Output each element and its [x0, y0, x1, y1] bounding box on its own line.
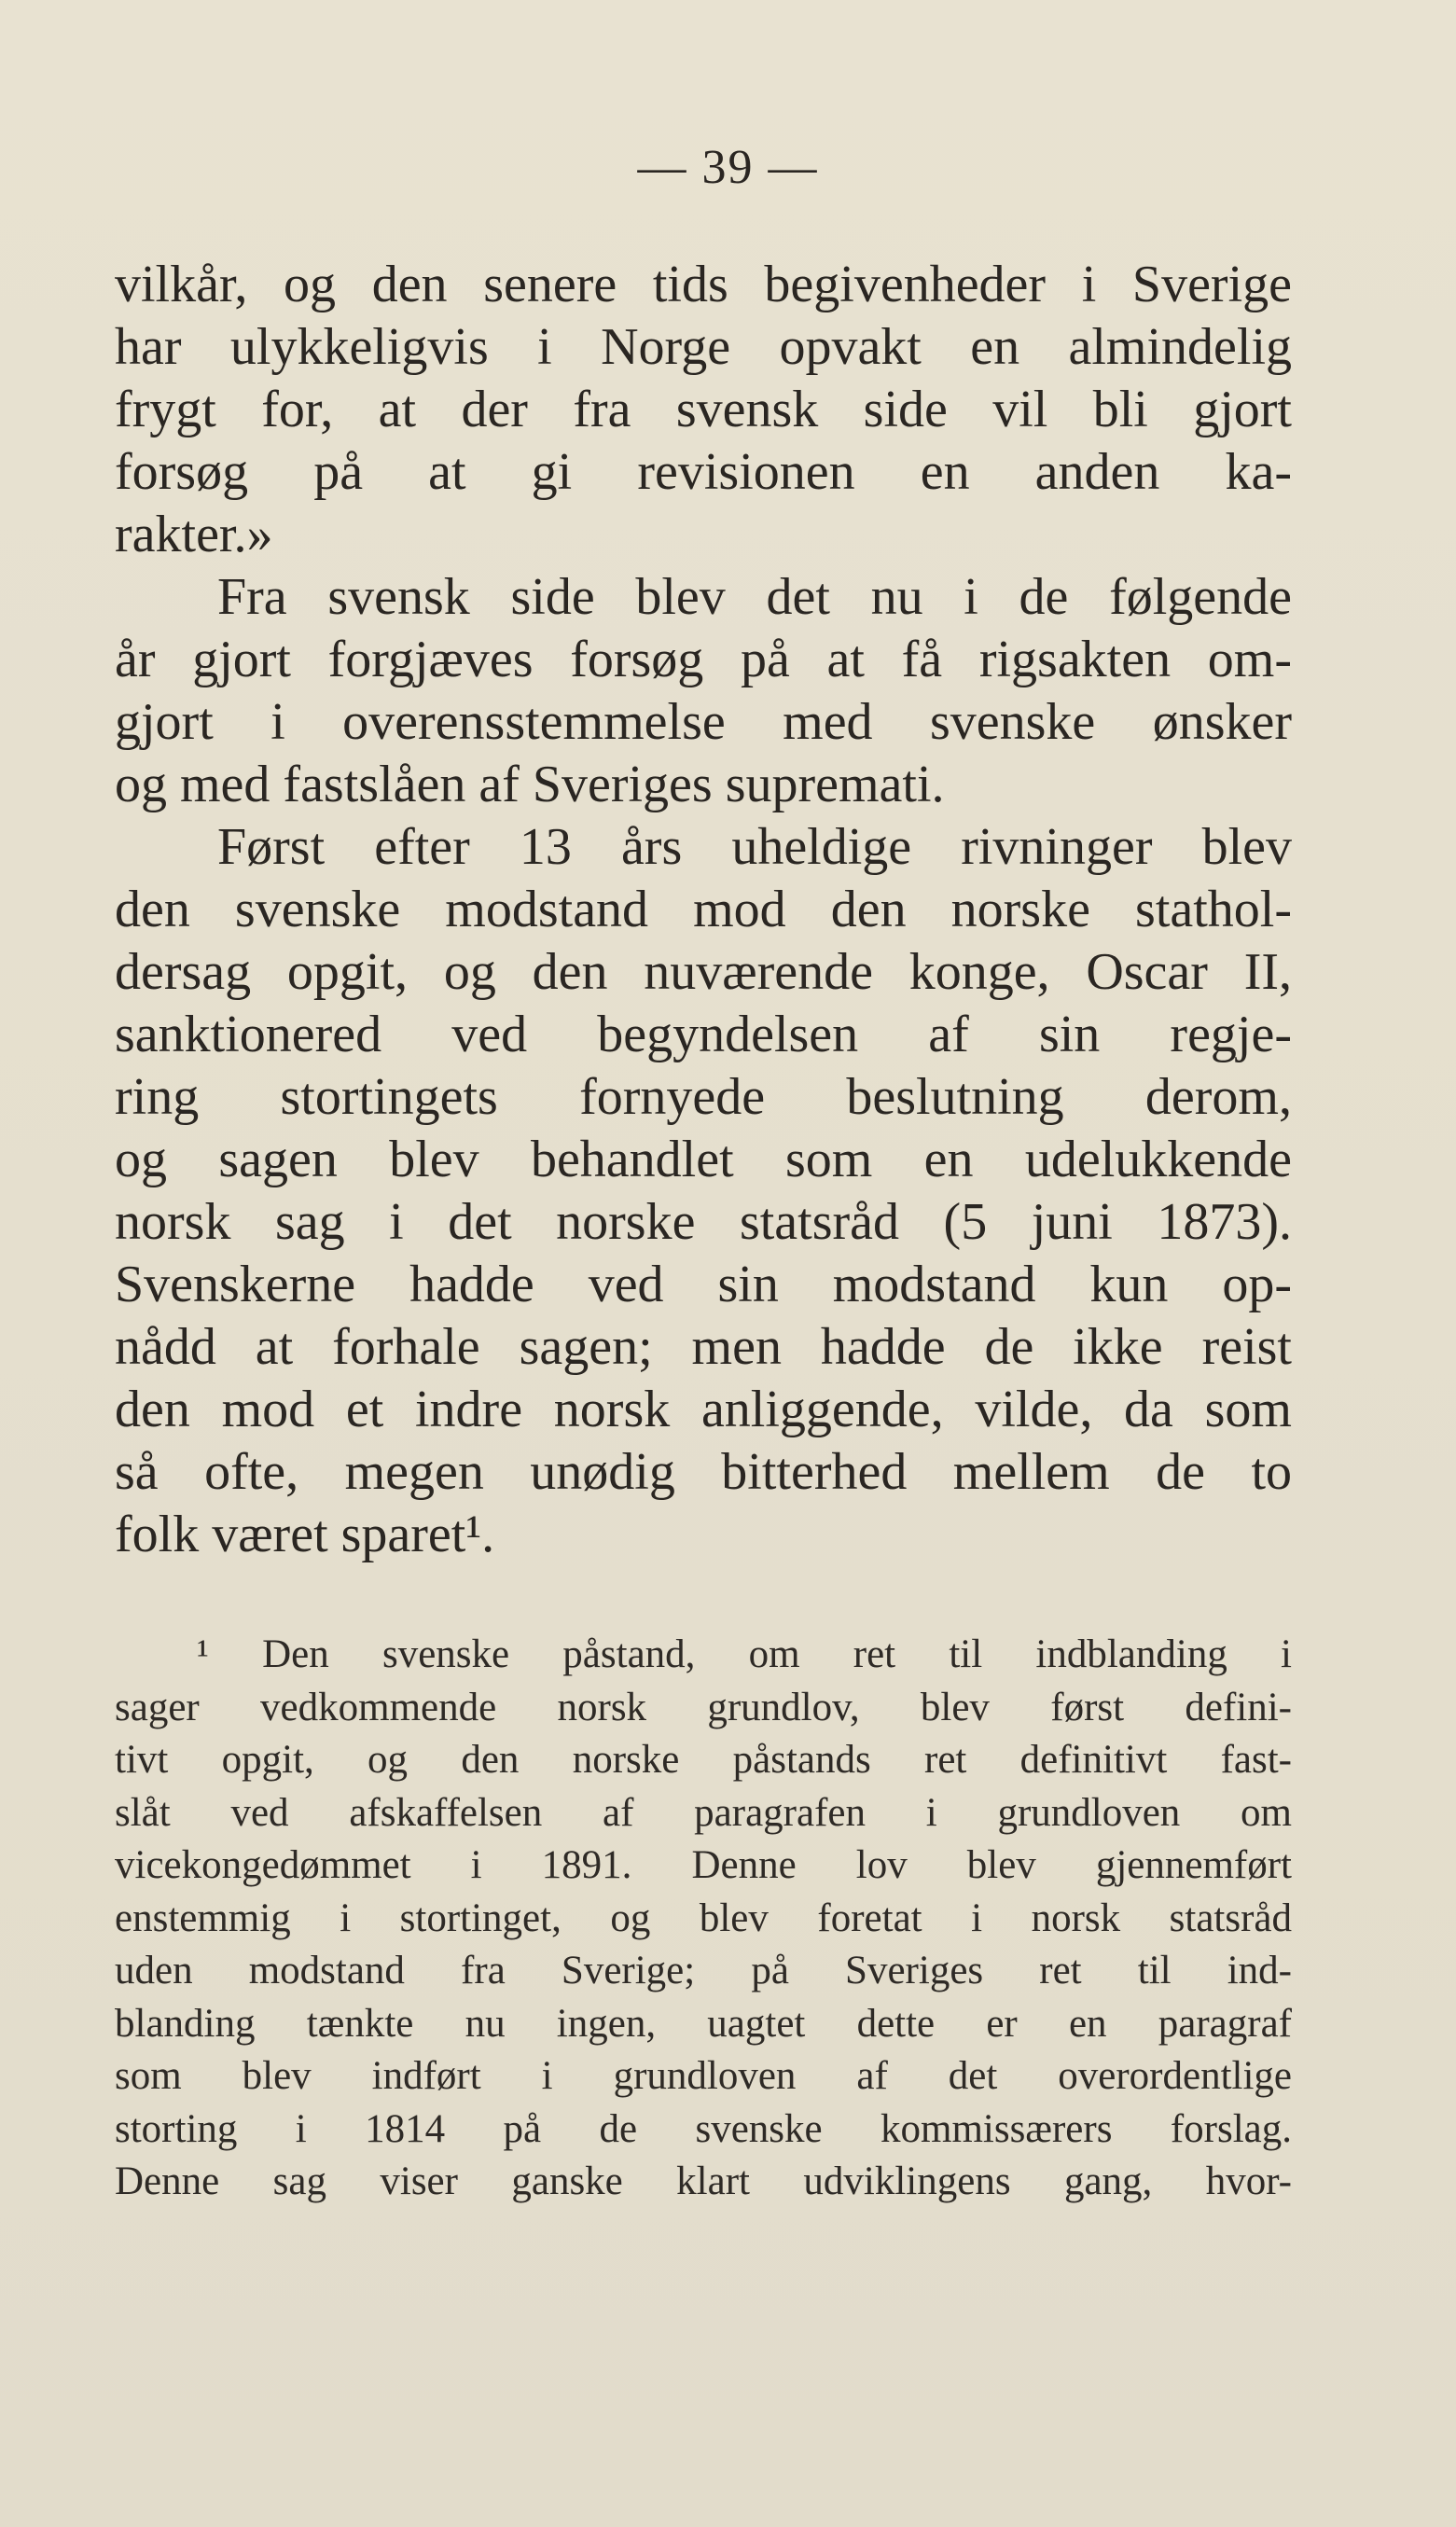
text-line: vilkår, og den senere tids begivenheder i Sverige — [115, 256, 1292, 313]
text-line: år gjort forgjæves forsøg på at få rigsakten om- — [115, 631, 1292, 688]
text-line: rakter.» — [115, 506, 273, 563]
text-line: ring stortingets fornyede beslutning derom, — [115, 1068, 1292, 1126]
text-line: dersag opgit, og den nuværende konge, Oscar II, — [115, 943, 1292, 1001]
footnote — [115, 1629, 1292, 2209]
text-line: Først efter 13 års uheldige rivninger blev — [217, 818, 1292, 876]
main-text — [115, 254, 1292, 1566]
footnote-line: storting i 1814 på de svenske kommissærers forslag. — [115, 2106, 1292, 2151]
text-line: den svenske modstand mod den norske stathol- — [115, 881, 1292, 938]
page-number: — 39 — — [637, 141, 819, 194]
text-line: den mod et indre norsk anliggende, vilde, da som — [115, 1381, 1292, 1438]
text-line: Fra svensk side blev det nu i de følgende — [217, 568, 1292, 626]
footnote-line: blanding tænkte nu ingen, uagtet dette er en paragraf — [115, 2001, 1292, 2046]
text-line: så ofte, megen unødig bitterhed mellem de to — [115, 1443, 1292, 1501]
footnote-line: enstemmig i stortinget, og blev foretat i norsk statsråd — [115, 1895, 1292, 1940]
footnote-line: tivt opgit, og den norske påstands ret definitivt fast- — [115, 1738, 1292, 1782]
text-line: forsøg på at gi revisionen en anden ka- — [115, 443, 1292, 501]
footnote-line: sager vedkommende norsk grundlov, blev først defini- — [115, 1685, 1292, 1729]
text-line: gjort i overensstemmelse med svenske ønsker — [115, 693, 1292, 751]
text-line: og med fastslåen af Sveriges supremati. — [115, 756, 945, 813]
text-line: nådd at forhale sagen; men hadde de ikke reist — [115, 1318, 1292, 1376]
footnote-line: som blev indført i grundloven af det overordentlige — [115, 2054, 1292, 2098]
text-line: folk været sparet¹. — [115, 1506, 495, 1563]
text-line: frygt for, at der fra svensk side vil bli gjort — [115, 381, 1292, 438]
text-line: har ulykkeligvis i Norge opvakt en almindelig — [115, 318, 1292, 376]
text-line: norsk sag i det norske statsråd (5 juni 1873). — [115, 1193, 1292, 1251]
footnote-line: vicekongedømmet i 1891. Denne lov blev gjennemført — [115, 1843, 1292, 1887]
footnote-line: slåt ved afskaffelsen af paragrafen i grundloven om — [115, 1790, 1292, 1835]
text-line: Svenskerne hadde ved sin modstand kun op- — [115, 1256, 1292, 1313]
footnote-line: ¹ Den svenske påstand, om ret til indblanding i — [197, 1632, 1292, 1676]
text-line: sanktionered ved begyndelsen af sin regje- — [115, 1006, 1292, 1063]
footnote-line: Denne sag viser ganske klart udviklingens gang, hvor- — [115, 2159, 1292, 2203]
text-line: og sagen blev behandlet som en udelukkende — [115, 1131, 1292, 1188]
footnote-line: uden modstand fra Sverige; på Sveriges ret til ind- — [115, 1949, 1292, 1992]
